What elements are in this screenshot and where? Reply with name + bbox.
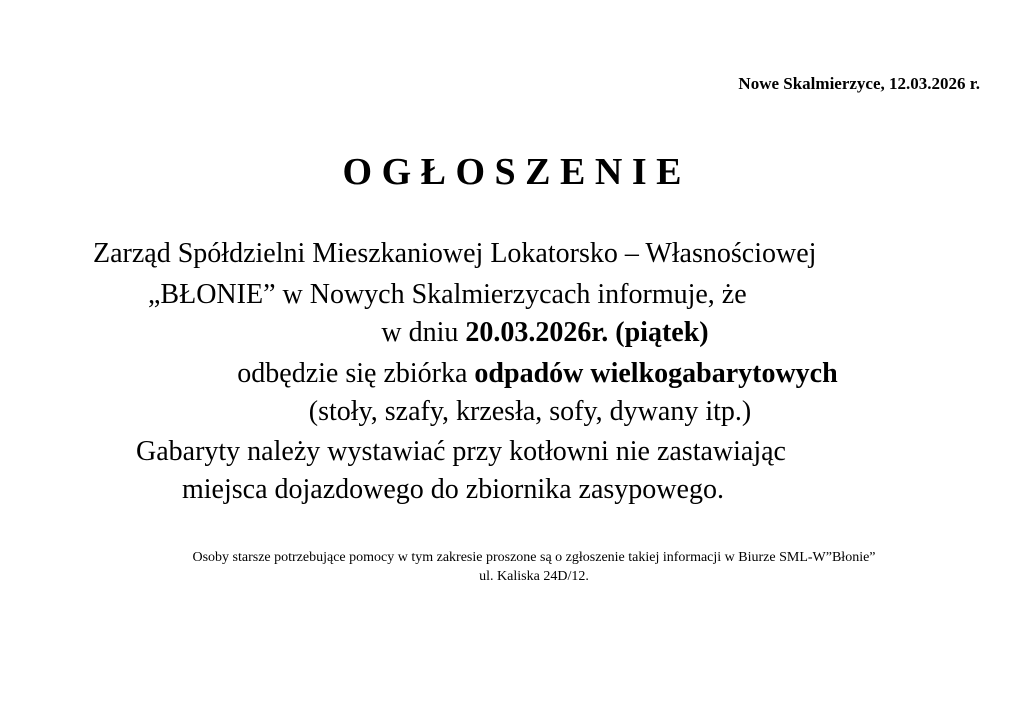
note-line-1: Osoby starsze potrzebujące pomocy w tym zakresie proszone są o zgłoszenie takiej informacji w Biurze SML-W”Błonie” [192,550,876,565]
note-line-2: ul. Kaliska 24D/12. [479,569,589,584]
body-line-1: Zarząd Spółdzielni Mieszkaniowej Lokatorsko – Własnościowej [93,238,817,269]
body-line-5: (stoły, szafy, krzesła, sofy, dywany itp.) [308,396,752,427]
collection-date: 20.03.2026r. (piątek) [465,317,709,348]
date-prefix: w dniu [381,317,466,348]
body-line-3 [0,319,1024,347]
body-line-2: „BŁONIE” w Nowych Skalmierzycach informuje, że [148,279,747,310]
announcement-title: O G Ł O S Z E N I E [342,151,682,193]
body-line-6: Gabaryty należy wystawiać przy kotłowni nie zastawiając [136,436,786,467]
place-date: Nowe Skalmierzyce, 12.03.2026 r. [738,74,980,93]
body-line-4 [0,360,1024,388]
body-line-7: miejsca dojazdowego do zbiornika zasypowego. [182,474,724,505]
collection-prefix: odbędzie się zbiórka [237,358,475,389]
waste-type: odpadów wielkogabarytowych [474,358,838,389]
